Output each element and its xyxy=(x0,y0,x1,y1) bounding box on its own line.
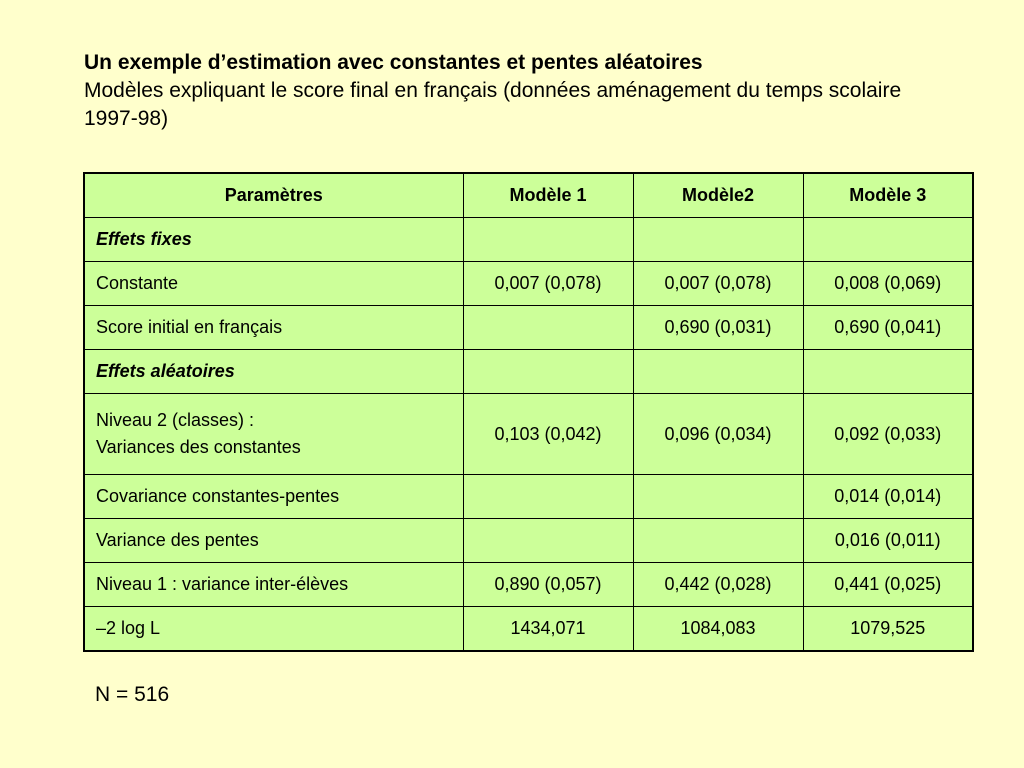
table-cell: 0,007 (0,078) xyxy=(463,262,633,306)
table-row-level-1-variance xyxy=(84,563,973,607)
row-label-line: Niveau 2 (classes) : xyxy=(96,410,255,430)
table-cell: 1084,083 xyxy=(633,607,803,652)
table-cell xyxy=(633,218,803,262)
table-cell: 0,096 (0,034) xyxy=(633,394,803,475)
table-row-initial-score xyxy=(84,306,973,350)
row-label xyxy=(84,394,463,475)
table-cell: 0,890 (0,057) xyxy=(463,563,633,607)
header-parameters: Paramètres xyxy=(84,173,463,218)
table-row-covariance xyxy=(84,475,973,519)
table-row-constant xyxy=(84,262,973,306)
row-label: –2 log L xyxy=(84,607,463,652)
table-cell xyxy=(463,350,633,394)
table-cell xyxy=(463,475,633,519)
row-label: Niveau 1 : variance inter-élèves xyxy=(84,563,463,607)
table-row-random-effects xyxy=(84,350,973,394)
sample-size-note: N = 516 xyxy=(95,683,170,706)
table-cell xyxy=(463,306,633,350)
table-cell: 0,007 (0,078) xyxy=(633,262,803,306)
header-model-3: Modèle 3 xyxy=(803,173,973,218)
row-label: Constante xyxy=(84,262,463,306)
table-cell: 0,103 (0,042) xyxy=(463,394,633,475)
table-cell xyxy=(803,218,973,262)
table-cell: 0,092 (0,033) xyxy=(803,394,973,475)
table-cell: 0,016 (0,011) xyxy=(803,519,973,563)
section-label-fixed-effects: Effets fixes xyxy=(84,218,463,262)
table-cell xyxy=(633,475,803,519)
header-model-1: Modèle 1 xyxy=(463,173,633,218)
table-cell: 0,014 (0,014) xyxy=(803,475,973,519)
table-cell: 0,690 (0,031) xyxy=(633,306,803,350)
table-cell: 1079,525 xyxy=(803,607,973,652)
slide-subtitle: Modèles expliquant le score final en français (données aménagement du temps scolaire 1997-98) xyxy=(84,79,902,130)
header-model-2: Modèle2 xyxy=(633,173,803,218)
table-header-row xyxy=(84,173,973,218)
table-row-slope-variance xyxy=(84,519,973,563)
table-cell xyxy=(463,519,633,563)
results-table xyxy=(83,172,974,652)
row-label: Covariance constantes-pentes xyxy=(84,475,463,519)
row-label: Score initial en français xyxy=(84,306,463,350)
row-label: Variance des pentes xyxy=(84,519,463,563)
row-label-line: Variances des constantes xyxy=(96,437,301,457)
table-cell: 0,690 (0,041) xyxy=(803,306,973,350)
table-row-log-likelihood xyxy=(84,607,973,652)
table-cell: 1434,071 xyxy=(463,607,633,652)
table-cell xyxy=(633,350,803,394)
table-cell: 0,442 (0,028) xyxy=(633,563,803,607)
slide-title: Un exemple d’estimation avec constantes et pentes aléatoires xyxy=(84,51,703,74)
table-cell xyxy=(633,519,803,563)
table-cell xyxy=(463,218,633,262)
table-cell: 0,441 (0,025) xyxy=(803,563,973,607)
table-row-fixed-effects xyxy=(84,218,973,262)
table-row-level-2-variance xyxy=(84,394,973,475)
section-label-random-effects: Effets aléatoires xyxy=(84,350,463,394)
table-cell: 0,008 (0,069) xyxy=(803,262,973,306)
slide-header xyxy=(84,49,944,133)
table-cell xyxy=(803,350,973,394)
